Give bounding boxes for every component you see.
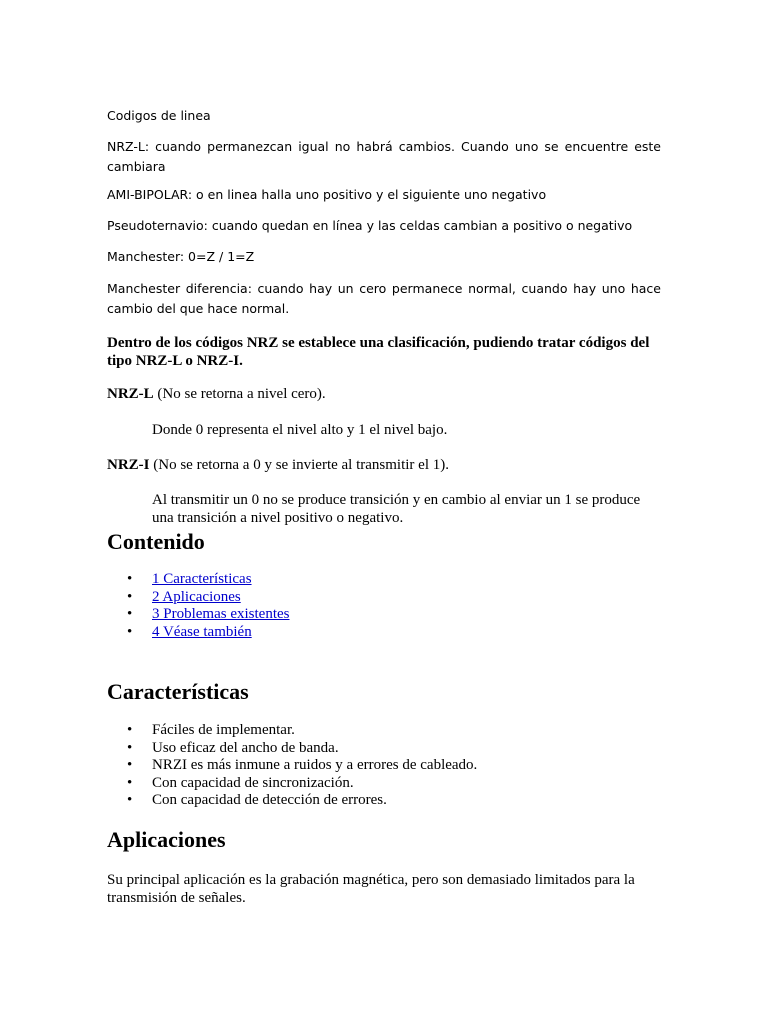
nrzi-term: NRZ-I	[107, 457, 150, 473]
nrzi-desc: (No se retorna a 0 y se invierte al transmitir el 1).	[149, 457, 449, 473]
bullet: •	[127, 757, 133, 773]
toc-link-vease[interactable]: 4 Véase también	[152, 623, 252, 640]
nrzl-note: NRZ-L: cuando permanezcan igual no habrá cambios. Cuando uno se encuentre este cambiara	[107, 139, 661, 174]
toc-link-problemas[interactable]: 3 Problemas existentes	[152, 606, 290, 622]
list-item	[107, 757, 477, 775]
list-item	[107, 792, 477, 810]
bullet: •	[127, 722, 133, 738]
list-item-text: Con capacidad de detección de errores.	[152, 792, 387, 808]
nrzl-term: NRZ-L	[107, 386, 154, 402]
nrzi-detail: Al transmitir un 0 no se produce transición y en cambio al enviar un 1 se produce una transición a nivel positivo o negativo.	[152, 492, 641, 526]
toc-link-aplicaciones[interactable]: 2 Aplicaciones	[152, 588, 241, 605]
list-item-text: Uso eficaz del ancho de banda.	[152, 739, 339, 756]
manchester-diferencial-note: Manchester diferencia: cuando hay un cero permanece normal, cuando hay uno hace cambio del que hace normal.	[107, 281, 661, 316]
contenido-list	[107, 571, 289, 641]
bullet: •	[127, 792, 133, 808]
pseudoternario-note: Pseudoternavio: cuando quedan en línea y las celdas cambian a positivo o negativo	[107, 218, 633, 233]
caracteristicas-list	[107, 722, 477, 810]
ami-bipolar-note: AMI-BIPOLAR: o en linea halla uno positivo y el siguiente uno negativo	[107, 187, 547, 202]
contenido-heading: Contenido	[107, 529, 205, 554]
toc-link-caracteristicas[interactable]: 1 Características	[152, 571, 252, 587]
list-item-text: Fáciles de implementar.	[152, 722, 295, 738]
nrzl-desc: (No se retorna a nivel cero).	[153, 386, 326, 402]
aplicaciones-heading: Aplicaciones	[107, 827, 226, 852]
notes-title: Codigos de linea	[107, 108, 211, 123]
caracteristicas-heading: Características	[107, 679, 249, 704]
nrzl-detail: Donde 0 representa el nivel alto y 1 el nivel bajo.	[152, 422, 448, 438]
bullet: •	[127, 588, 133, 605]
list-item-text: Con capacidad de sincronización.	[152, 774, 354, 791]
bullet: •	[127, 571, 133, 587]
list-item	[107, 589, 289, 607]
list-item	[107, 571, 289, 589]
bullet: •	[127, 606, 133, 622]
manchester-note: Manchester: 0=Z / 1=Z	[107, 249, 255, 264]
bullet: •	[127, 739, 133, 756]
bullet: •	[127, 774, 133, 791]
nrzl-line	[107, 385, 661, 403]
list-item	[107, 775, 477, 793]
nrzi-line	[107, 456, 661, 474]
list-item	[107, 606, 289, 624]
list-item	[107, 624, 289, 642]
list-item	[107, 722, 477, 740]
bullet: •	[127, 623, 133, 640]
nrz-intro: Dentro de los códigos NRZ se establece una clasificación, pudiendo tratar códigos del tipo NRZ-L o NRZ-I.	[107, 335, 650, 369]
list-item	[107, 740, 477, 758]
list-item-text: NRZI es más inmune a ruidos y a errores de cableado.	[152, 757, 478, 773]
aplicaciones-text: Su principal aplicación es la grabación magnética, pero son demasiado limitados para la transmisión de señales.	[107, 872, 635, 906]
